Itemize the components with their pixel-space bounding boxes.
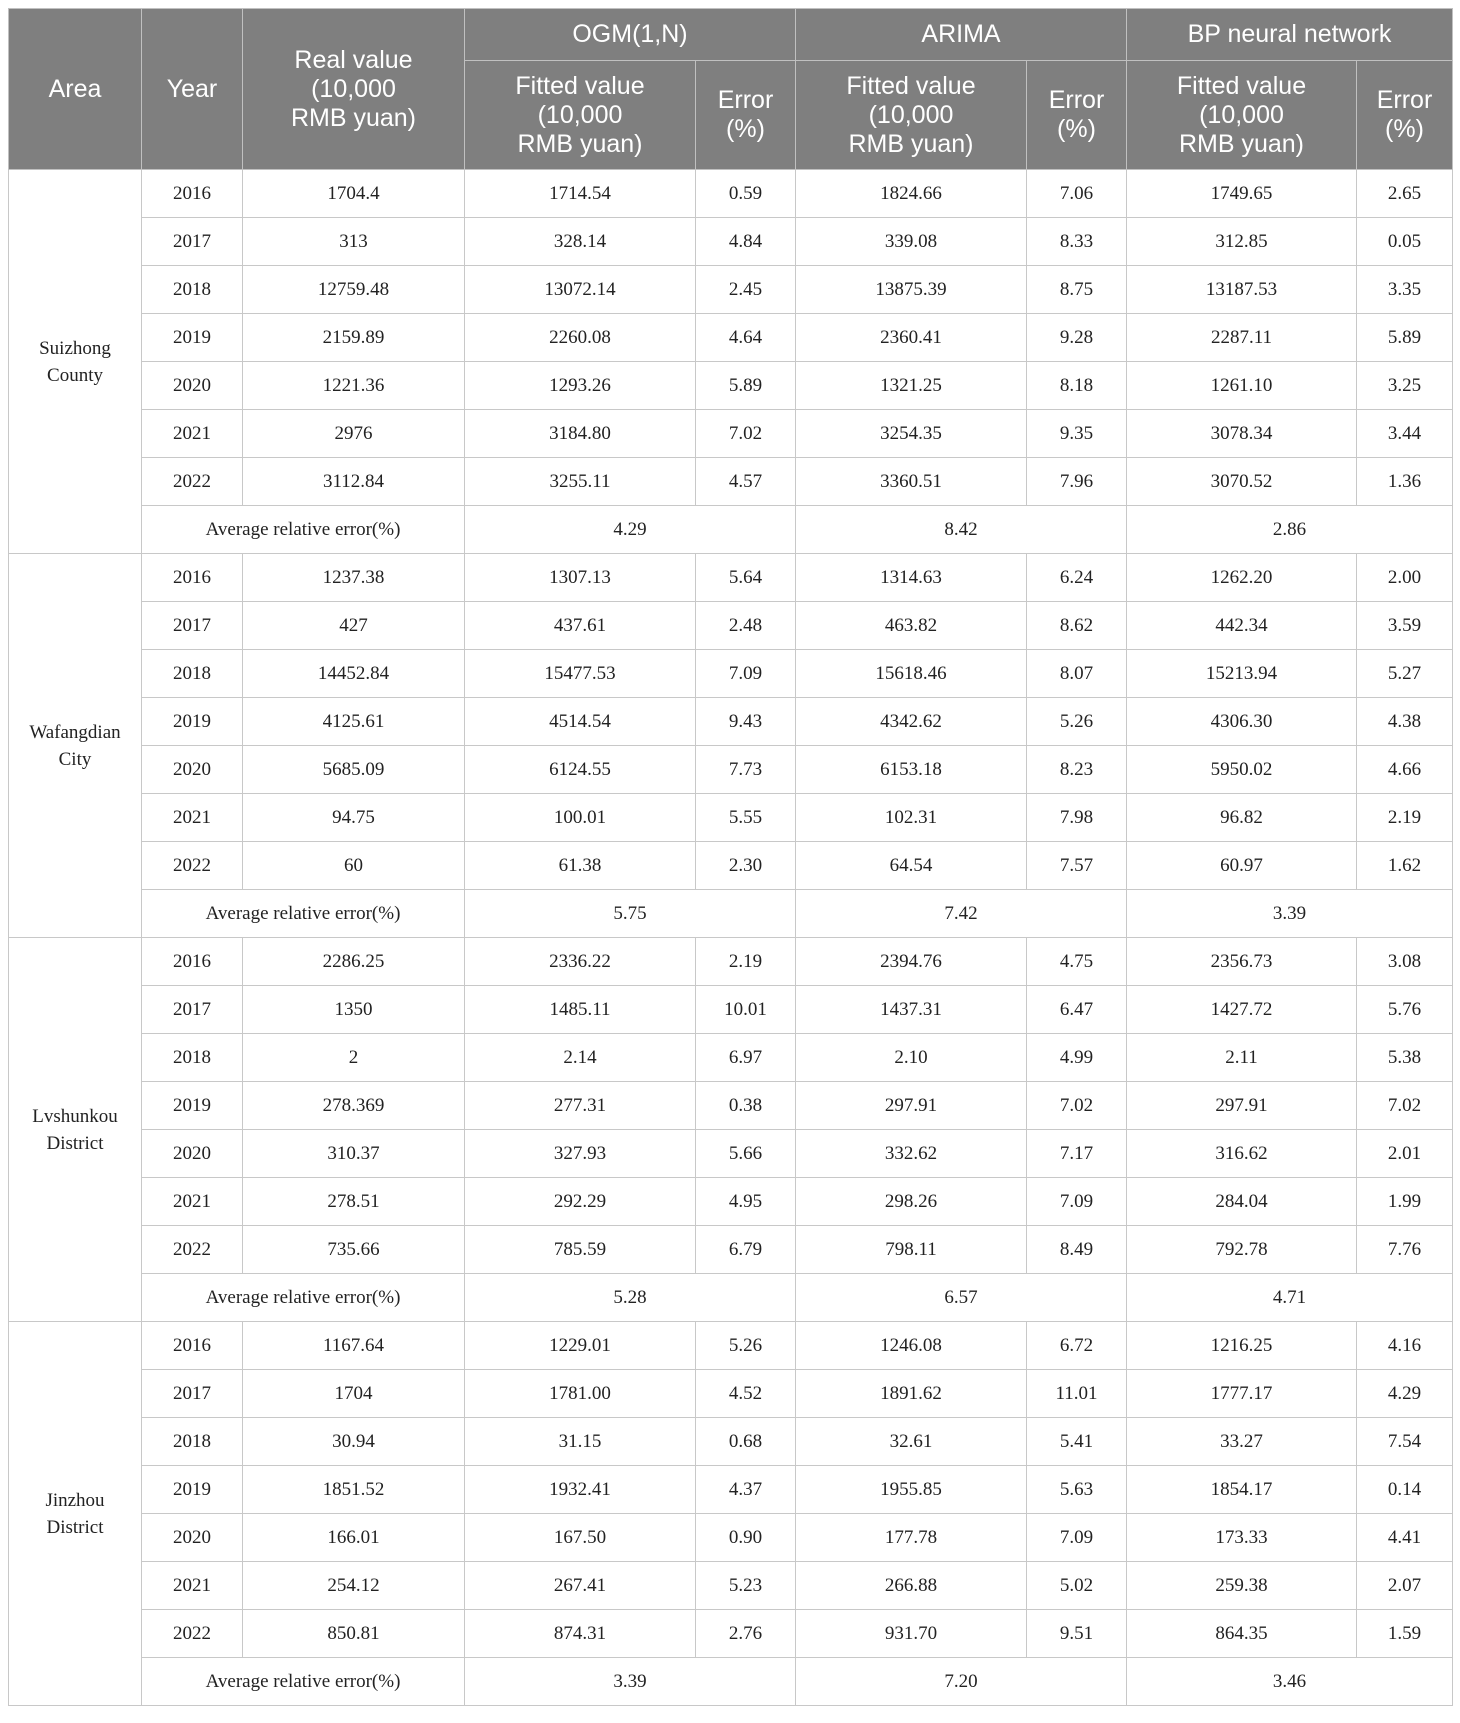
ogm-error-cell: 0.68 — [696, 1418, 796, 1466]
arima-error-cell: 9.35 — [1027, 410, 1127, 458]
year-cell: 2021 — [142, 410, 243, 458]
arima-fitted-cell: 463.82 — [796, 602, 1027, 650]
bp-error-cell: 4.29 — [1357, 1370, 1453, 1418]
arima-error-cell: 5.26 — [1027, 698, 1127, 746]
bp-error-cell: 4.16 — [1357, 1322, 1453, 1370]
year-cell: 2016 — [142, 938, 243, 986]
table-row — [9, 1178, 1453, 1226]
real-value-cell: 1704.4 — [243, 170, 465, 218]
bp-fitted-cell: 259.38 — [1127, 1562, 1357, 1610]
ogm-avg-error-cell: 3.39 — [465, 1658, 796, 1706]
ogm-error-cell: 9.43 — [696, 698, 796, 746]
bp-fitted-cell: 1777.17 — [1127, 1370, 1357, 1418]
bp-error-cell: 1.62 — [1357, 842, 1453, 890]
table-row — [9, 1418, 1453, 1466]
arima-error-cell: 5.41 — [1027, 1418, 1127, 1466]
bp-avg-error-cell: 4.71 — [1127, 1274, 1453, 1322]
real-value-cell: 2 — [243, 1034, 465, 1082]
arima-fitted-cell: 1824.66 — [796, 170, 1027, 218]
bp-error-cell: 5.76 — [1357, 986, 1453, 1034]
real-value-cell: 1350 — [243, 986, 465, 1034]
arima-error-cell: 9.28 — [1027, 314, 1127, 362]
bp-fitted-cell: 96.82 — [1127, 794, 1357, 842]
year-cell: 2016 — [142, 170, 243, 218]
arima-fitted-cell: 798.11 — [796, 1226, 1027, 1274]
arima-error-cell: 6.47 — [1027, 986, 1127, 1034]
table-row — [9, 938, 1453, 986]
ogm-error-cell: 2.45 — [696, 266, 796, 314]
arima-fitted-cell: 339.08 — [796, 218, 1027, 266]
real-value-cell: 2976 — [243, 410, 465, 458]
arima-fitted-cell: 266.88 — [796, 1562, 1027, 1610]
ogm-fitted-cell: 328.14 — [465, 218, 696, 266]
bp-error-cell: 5.38 — [1357, 1034, 1453, 1082]
table-row — [9, 458, 1453, 506]
bp-fitted-cell: 792.78 — [1127, 1226, 1357, 1274]
bp-fitted-cell: 1262.20 — [1127, 554, 1357, 602]
ogm-fitted-cell: 2.14 — [465, 1034, 696, 1082]
arima-error-cell: 7.98 — [1027, 794, 1127, 842]
real-value-cell: 30.94 — [243, 1418, 465, 1466]
ogm-fitted-cell: 292.29 — [465, 1178, 696, 1226]
bp-error-cell: 1.99 — [1357, 1178, 1453, 1226]
model-header-bp: BP neural network — [1127, 9, 1453, 61]
arima-error-cell: 7.02 — [1027, 1082, 1127, 1130]
arima-avg-error-cell: 7.20 — [796, 1658, 1127, 1706]
bp-fitted-cell: 33.27 — [1127, 1418, 1357, 1466]
arima-fitted-cell: 6153.18 — [796, 746, 1027, 794]
average-row — [9, 506, 1453, 554]
average-label: Average relative error(%) — [142, 890, 465, 938]
year-cell: 2020 — [142, 1130, 243, 1178]
ogm-error-cell: 7.02 — [696, 410, 796, 458]
arima-error-cell: 4.99 — [1027, 1034, 1127, 1082]
ogm-fitted-cell: 1229.01 — [465, 1322, 696, 1370]
comparison-table — [8, 8, 1453, 1706]
real-value-cell: 14452.84 — [243, 650, 465, 698]
ogm-error-cell: 4.52 — [696, 1370, 796, 1418]
ogm-error-cell: 6.79 — [696, 1226, 796, 1274]
bp-fitted-cell: 13187.53 — [1127, 266, 1357, 314]
arima-avg-error-cell: 6.57 — [796, 1274, 1127, 1322]
bp-error-cell: 7.76 — [1357, 1226, 1453, 1274]
ogm-error-cell: 4.95 — [696, 1178, 796, 1226]
bp-avg-error-cell: 3.39 — [1127, 890, 1453, 938]
year-cell: 2017 — [142, 218, 243, 266]
bp-fitted-cell: 1427.72 — [1127, 986, 1357, 1034]
arima-error-cell: 7.57 — [1027, 842, 1127, 890]
table-row — [9, 314, 1453, 362]
real-value-cell: 850.81 — [243, 1610, 465, 1658]
ogm-error-cell: 7.09 — [696, 650, 796, 698]
ogm-error-cell: 0.90 — [696, 1514, 796, 1562]
average-label: Average relative error(%) — [142, 506, 465, 554]
real-value-cell: 94.75 — [243, 794, 465, 842]
table-row — [9, 170, 1453, 218]
year-cell: 2021 — [142, 794, 243, 842]
bp-fitted-cell: 1216.25 — [1127, 1322, 1357, 1370]
real-value-cell: 12759.48 — [243, 266, 465, 314]
year-cell: 2019 — [142, 314, 243, 362]
arima-fitted-cell: 4342.62 — [796, 698, 1027, 746]
ogm-error-cell: 5.55 — [696, 794, 796, 842]
table-row — [9, 794, 1453, 842]
real-value-cell: 4125.61 — [243, 698, 465, 746]
bp-fitted-cell: 2287.11 — [1127, 314, 1357, 362]
bp-fitted-cell: 5950.02 — [1127, 746, 1357, 794]
table-row — [9, 698, 1453, 746]
arima-fitted-cell: 15618.46 — [796, 650, 1027, 698]
ogm-error-cell: 2.19 — [696, 938, 796, 986]
real-value-cell: 3112.84 — [243, 458, 465, 506]
year-header: Year — [142, 9, 243, 170]
ogm-error-cell: 2.76 — [696, 1610, 796, 1658]
arima-error-cell: 9.51 — [1027, 1610, 1127, 1658]
bp-fitted-cell: 60.97 — [1127, 842, 1357, 890]
model-header-arima: ARIMA — [796, 9, 1127, 61]
year-cell: 2021 — [142, 1178, 243, 1226]
ogm-fitted-cell: 100.01 — [465, 794, 696, 842]
year-cell: 2017 — [142, 986, 243, 1034]
bp-fitted-cell: 2.11 — [1127, 1034, 1357, 1082]
table-row — [9, 746, 1453, 794]
bp-error-cell: 1.36 — [1357, 458, 1453, 506]
year-cell: 2019 — [142, 698, 243, 746]
real-value-cell: 313 — [243, 218, 465, 266]
ogm-fitted-cell: 3255.11 — [465, 458, 696, 506]
table-header — [9, 9, 1453, 170]
arima-error-cell: 7.09 — [1027, 1178, 1127, 1226]
bp-error-cell: 1.59 — [1357, 1610, 1453, 1658]
arima-error-cell: 7.06 — [1027, 170, 1127, 218]
year-cell: 2020 — [142, 1514, 243, 1562]
error-header: Error (%) — [1027, 61, 1127, 170]
table-row — [9, 842, 1453, 890]
year-cell: 2022 — [142, 1226, 243, 1274]
ogm-error-cell: 4.84 — [696, 218, 796, 266]
real-value-cell: 1237.38 — [243, 554, 465, 602]
bp-fitted-cell: 1261.10 — [1127, 362, 1357, 410]
table-row — [9, 410, 1453, 458]
year-cell: 2018 — [142, 266, 243, 314]
year-cell: 2021 — [142, 1562, 243, 1610]
ogm-error-cell: 6.97 — [696, 1034, 796, 1082]
real-value-cell: 1167.64 — [243, 1322, 465, 1370]
real-value-cell: 166.01 — [243, 1514, 465, 1562]
year-cell: 2019 — [142, 1082, 243, 1130]
ogm-fitted-cell: 1932.41 — [465, 1466, 696, 1514]
arima-fitted-cell: 64.54 — [796, 842, 1027, 890]
ogm-avg-error-cell: 5.75 — [465, 890, 796, 938]
ogm-error-cell: 0.38 — [696, 1082, 796, 1130]
arima-fitted-cell: 3360.51 — [796, 458, 1027, 506]
bp-error-cell: 2.19 — [1357, 794, 1453, 842]
ogm-fitted-cell: 437.61 — [465, 602, 696, 650]
arima-fitted-cell: 1891.62 — [796, 1370, 1027, 1418]
average-label: Average relative error(%) — [142, 1658, 465, 1706]
fitted-value-header: Fitted value (10,000 RMB yuan) — [796, 61, 1027, 170]
bp-error-cell: 5.89 — [1357, 314, 1453, 362]
table-row — [9, 1562, 1453, 1610]
year-cell: 2016 — [142, 554, 243, 602]
ogm-fitted-cell: 31.15 — [465, 1418, 696, 1466]
arima-fitted-cell: 13875.39 — [796, 266, 1027, 314]
ogm-fitted-cell: 327.93 — [465, 1130, 696, 1178]
table-row — [9, 602, 1453, 650]
bp-fitted-cell: 2356.73 — [1127, 938, 1357, 986]
ogm-error-cell: 5.89 — [696, 362, 796, 410]
real-value-header: Real value (10,000 RMB yuan) — [243, 9, 465, 170]
arima-fitted-cell: 297.91 — [796, 1082, 1027, 1130]
bp-avg-error-cell: 2.86 — [1127, 506, 1453, 554]
ogm-fitted-cell: 785.59 — [465, 1226, 696, 1274]
bp-fitted-cell: 3078.34 — [1127, 410, 1357, 458]
table-row — [9, 1322, 1453, 1370]
fitted-value-header: Fitted value (10,000 RMB yuan) — [465, 61, 696, 170]
table-row — [9, 362, 1453, 410]
arima-error-cell: 7.17 — [1027, 1130, 1127, 1178]
arima-error-cell: 8.07 — [1027, 650, 1127, 698]
ogm-fitted-cell: 267.41 — [465, 1562, 696, 1610]
arima-error-cell: 7.09 — [1027, 1514, 1127, 1562]
ogm-error-cell: 0.59 — [696, 170, 796, 218]
average-row — [9, 1658, 1453, 1706]
table-row — [9, 1514, 1453, 1562]
error-header: Error (%) — [1357, 61, 1453, 170]
real-value-cell: 278.51 — [243, 1178, 465, 1226]
ogm-error-cell: 5.64 — [696, 554, 796, 602]
arima-error-cell: 8.33 — [1027, 218, 1127, 266]
real-value-cell: 2286.25 — [243, 938, 465, 986]
bp-error-cell: 4.66 — [1357, 746, 1453, 794]
arima-fitted-cell: 931.70 — [796, 1610, 1027, 1658]
ogm-fitted-cell: 1485.11 — [465, 986, 696, 1034]
arima-error-cell: 11.01 — [1027, 1370, 1127, 1418]
table-row — [9, 554, 1453, 602]
bp-fitted-cell: 442.34 — [1127, 602, 1357, 650]
real-value-cell: 60 — [243, 842, 465, 890]
bp-error-cell: 3.35 — [1357, 266, 1453, 314]
ogm-fitted-cell: 1307.13 — [465, 554, 696, 602]
bp-fitted-cell: 1749.65 — [1127, 170, 1357, 218]
real-value-cell: 254.12 — [243, 1562, 465, 1610]
real-value-cell: 1704 — [243, 1370, 465, 1418]
bp-error-cell: 0.05 — [1357, 218, 1453, 266]
year-cell: 2016 — [142, 1322, 243, 1370]
ogm-error-cell: 2.48 — [696, 602, 796, 650]
table-row — [9, 1610, 1453, 1658]
year-cell: 2018 — [142, 650, 243, 698]
arima-fitted-cell: 298.26 — [796, 1178, 1027, 1226]
arima-fitted-cell: 1321.25 — [796, 362, 1027, 410]
average-row — [9, 890, 1453, 938]
ogm-error-cell: 10.01 — [696, 986, 796, 1034]
table-row — [9, 218, 1453, 266]
bp-error-cell: 3.25 — [1357, 362, 1453, 410]
table-body — [9, 170, 1453, 1706]
arima-error-cell: 8.75 — [1027, 266, 1127, 314]
bp-error-cell: 0.14 — [1357, 1466, 1453, 1514]
ogm-fitted-cell: 1293.26 — [465, 362, 696, 410]
ogm-fitted-cell: 2260.08 — [465, 314, 696, 362]
year-cell: 2017 — [142, 1370, 243, 1418]
year-cell: 2020 — [142, 746, 243, 794]
arima-error-cell: 7.96 — [1027, 458, 1127, 506]
arima-fitted-cell: 1955.85 — [796, 1466, 1027, 1514]
ogm-fitted-cell: 2336.22 — [465, 938, 696, 986]
area-cell: Wafangdian City — [9, 554, 142, 938]
ogm-error-cell: 4.57 — [696, 458, 796, 506]
ogm-fitted-cell: 277.31 — [465, 1082, 696, 1130]
arima-avg-error-cell: 8.42 — [796, 506, 1127, 554]
arima-avg-error-cell: 7.42 — [796, 890, 1127, 938]
real-value-cell: 310.37 — [243, 1130, 465, 1178]
bp-error-cell: 3.59 — [1357, 602, 1453, 650]
ogm-error-cell: 7.73 — [696, 746, 796, 794]
arima-fitted-cell: 2394.76 — [796, 938, 1027, 986]
ogm-avg-error-cell: 5.28 — [465, 1274, 796, 1322]
arima-error-cell: 8.49 — [1027, 1226, 1127, 1274]
ogm-fitted-cell: 13072.14 — [465, 266, 696, 314]
ogm-fitted-cell: 167.50 — [465, 1514, 696, 1562]
arima-fitted-cell: 1246.08 — [796, 1322, 1027, 1370]
real-value-cell: 5685.09 — [243, 746, 465, 794]
arima-fitted-cell: 2.10 — [796, 1034, 1027, 1082]
ogm-error-cell: 5.23 — [696, 1562, 796, 1610]
table-row — [9, 986, 1453, 1034]
ogm-fitted-cell: 874.31 — [465, 1610, 696, 1658]
ogm-fitted-cell: 3184.80 — [465, 410, 696, 458]
year-cell: 2022 — [142, 458, 243, 506]
real-value-cell: 2159.89 — [243, 314, 465, 362]
real-value-cell: 1221.36 — [243, 362, 465, 410]
ogm-fitted-cell: 15477.53 — [465, 650, 696, 698]
model-header-ogm: OGM(1,N) — [465, 9, 796, 61]
bp-error-cell: 2.01 — [1357, 1130, 1453, 1178]
ogm-error-cell: 5.26 — [696, 1322, 796, 1370]
arima-error-cell: 6.72 — [1027, 1322, 1127, 1370]
real-value-cell: 1851.52 — [243, 1466, 465, 1514]
bp-avg-error-cell: 3.46 — [1127, 1658, 1453, 1706]
bp-fitted-cell: 316.62 — [1127, 1130, 1357, 1178]
year-cell: 2017 — [142, 602, 243, 650]
arima-fitted-cell: 332.62 — [796, 1130, 1027, 1178]
arima-error-cell: 5.02 — [1027, 1562, 1127, 1610]
area-cell: Jinzhou District — [9, 1322, 142, 1706]
year-cell: 2022 — [142, 842, 243, 890]
arima-fitted-cell: 32.61 — [796, 1418, 1027, 1466]
bp-fitted-cell: 1854.17 — [1127, 1466, 1357, 1514]
bp-error-cell: 4.41 — [1357, 1514, 1453, 1562]
real-value-cell: 278.369 — [243, 1082, 465, 1130]
bp-error-cell: 2.00 — [1357, 554, 1453, 602]
bp-error-cell: 4.38 — [1357, 698, 1453, 746]
bp-fitted-cell: 312.85 — [1127, 218, 1357, 266]
average-label: Average relative error(%) — [142, 1274, 465, 1322]
year-cell: 2019 — [142, 1466, 243, 1514]
bp-fitted-cell: 15213.94 — [1127, 650, 1357, 698]
table-row — [9, 266, 1453, 314]
bp-fitted-cell: 3070.52 — [1127, 458, 1357, 506]
table-row — [9, 1130, 1453, 1178]
ogm-fitted-cell: 6124.55 — [465, 746, 696, 794]
bp-error-cell: 7.54 — [1357, 1418, 1453, 1466]
table-row — [9, 650, 1453, 698]
arima-error-cell: 6.24 — [1027, 554, 1127, 602]
area-cell: Suizhong County — [9, 170, 142, 554]
bp-error-cell: 2.65 — [1357, 170, 1453, 218]
ogm-avg-error-cell: 4.29 — [465, 506, 796, 554]
ogm-fitted-cell: 61.38 — [465, 842, 696, 890]
error-header: Error (%) — [696, 61, 796, 170]
arima-error-cell: 8.18 — [1027, 362, 1127, 410]
arima-error-cell: 8.62 — [1027, 602, 1127, 650]
ogm-error-cell: 5.66 — [696, 1130, 796, 1178]
arima-fitted-cell: 1437.31 — [796, 986, 1027, 1034]
ogm-fitted-cell: 4514.54 — [465, 698, 696, 746]
arima-fitted-cell: 102.31 — [796, 794, 1027, 842]
ogm-error-cell: 2.30 — [696, 842, 796, 890]
ogm-error-cell: 4.37 — [696, 1466, 796, 1514]
arima-error-cell: 8.23 — [1027, 746, 1127, 794]
arima-error-cell: 5.63 — [1027, 1466, 1127, 1514]
arima-error-cell: 4.75 — [1027, 938, 1127, 986]
bp-error-cell: 5.27 — [1357, 650, 1453, 698]
bp-error-cell: 2.07 — [1357, 1562, 1453, 1610]
bp-fitted-cell: 284.04 — [1127, 1178, 1357, 1226]
average-row — [9, 1274, 1453, 1322]
table-row — [9, 1370, 1453, 1418]
fitted-value-header: Fitted value (10,000 RMB yuan) — [1127, 61, 1357, 170]
ogm-fitted-cell: 1714.54 — [465, 170, 696, 218]
table-row — [9, 1226, 1453, 1274]
year-cell: 2018 — [142, 1418, 243, 1466]
area-header: Area — [9, 9, 142, 170]
table-row — [9, 1082, 1453, 1130]
table-row — [9, 1466, 1453, 1514]
real-value-cell: 735.66 — [243, 1226, 465, 1274]
bp-fitted-cell: 173.33 — [1127, 1514, 1357, 1562]
bp-error-cell: 3.44 — [1357, 410, 1453, 458]
bp-fitted-cell: 864.35 — [1127, 1610, 1357, 1658]
year-cell: 2020 — [142, 362, 243, 410]
table-row — [9, 1034, 1453, 1082]
ogm-error-cell: 4.64 — [696, 314, 796, 362]
year-cell: 2018 — [142, 1034, 243, 1082]
arima-fitted-cell: 1314.63 — [796, 554, 1027, 602]
arima-fitted-cell: 177.78 — [796, 1514, 1027, 1562]
area-cell: Lvshunkou District — [9, 938, 142, 1322]
bp-error-cell: 3.08 — [1357, 938, 1453, 986]
real-value-cell: 427 — [243, 602, 465, 650]
arima-fitted-cell: 3254.35 — [796, 410, 1027, 458]
ogm-fitted-cell: 1781.00 — [465, 1370, 696, 1418]
arima-fitted-cell: 2360.41 — [796, 314, 1027, 362]
year-cell: 2022 — [142, 1610, 243, 1658]
bp-fitted-cell: 4306.30 — [1127, 698, 1357, 746]
bp-error-cell: 7.02 — [1357, 1082, 1453, 1130]
bp-fitted-cell: 297.91 — [1127, 1082, 1357, 1130]
